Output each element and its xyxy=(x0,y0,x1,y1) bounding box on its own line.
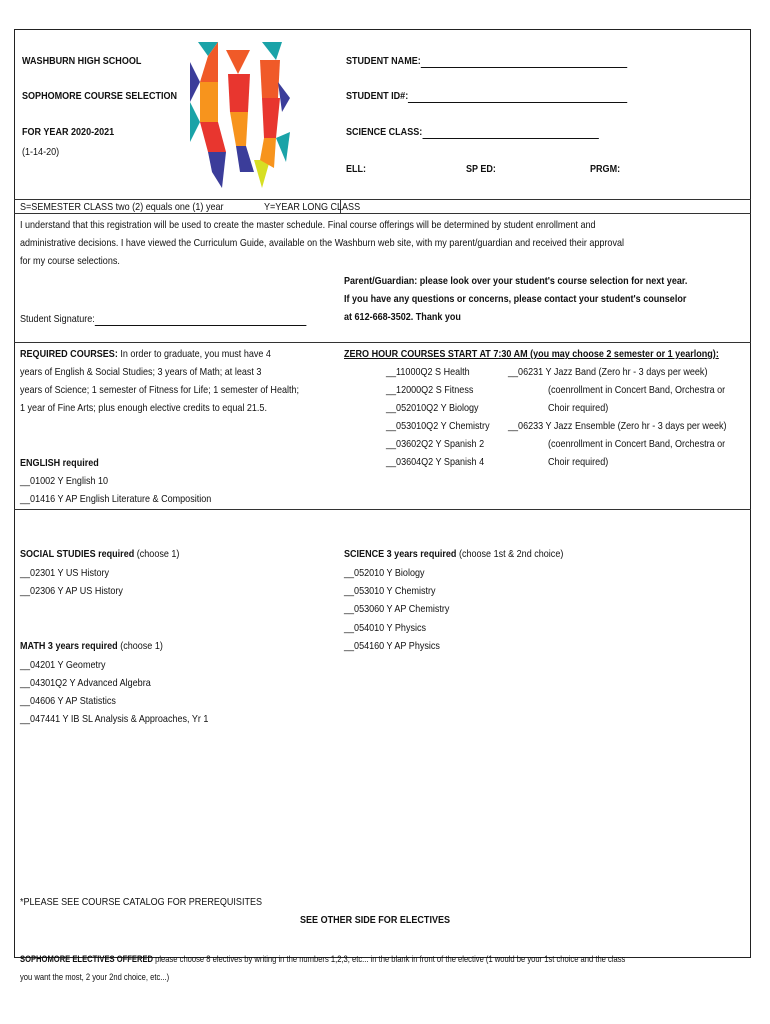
math-option[interactable]: __04606 Y AP Statistics xyxy=(20,695,116,707)
zero-hour-option[interactable]: __06233 Y Jazz Ensemble (Zero hr - 3 days per week) xyxy=(508,420,727,432)
student-signature-field[interactable]: Student Signature: xyxy=(20,313,306,326)
math-heading: MATH 3 years required (choose 1) xyxy=(20,640,163,652)
electives-instructions: SOPHOMORE ELECTIVES OFFERED please choose 8 electives by writing in the numbers 1,2,3, etc... in the blank in front of the elective (1 would be your 1st choice and the class xyxy=(20,954,626,965)
school-name: WASHBURN HIGH SCHOOL xyxy=(22,55,142,67)
zero-hour-option[interactable]: __11000Q2 S Health xyxy=(386,366,470,378)
ell-label: ELL: xyxy=(346,163,367,175)
statement-line: administrative decisions. I have viewed the Curriculum Guide, available on the Washburn web site, with my parent/guardian and received their approval xyxy=(20,237,624,249)
parent-note-line: If you have any questions or concerns, please contact your student's counselor xyxy=(344,293,687,305)
zero-hour-option[interactable]: __03602Q2 Y Spanish 2 xyxy=(386,438,485,450)
science-option[interactable]: __053060 Y AP Chemistry xyxy=(344,603,450,615)
divider xyxy=(14,199,751,200)
zero-hour-note: (coenrollment in Concert Band, Orchestra or xyxy=(548,438,726,450)
required-courses-line: REQUIRED COURSES: In order to graduate, you must have 4 xyxy=(20,348,271,360)
social-studies-option[interactable]: __02306 Y AP US History xyxy=(20,585,123,597)
zero-hour-option[interactable]: __03604Q2 Y Spanish 4 xyxy=(386,456,485,468)
divider xyxy=(14,342,751,343)
zero-hour-option[interactable]: __052010Q2 Y Biology xyxy=(386,402,479,414)
zero-hour-option[interactable]: __053010Q2 Y Chemistry xyxy=(386,420,490,432)
science-class-field[interactable]: SCIENCE CLASS: xyxy=(346,126,599,139)
parent-note-line: Parent/Guardian: please look over your student's course selection for next year. xyxy=(344,275,688,287)
other-side-note: SEE OTHER SIDE FOR ELECTIVES xyxy=(300,914,451,926)
zero-hour-note: (coenrollment in Concert Band, Orchestra or xyxy=(548,384,726,396)
social-studies-option[interactable]: __02301 Y US History xyxy=(20,567,110,579)
form-title: SOPHOMORE COURSE SELECTION xyxy=(22,90,178,102)
school-year: FOR YEAR 2020-2021 xyxy=(22,126,115,138)
statement-line: for my course selections. xyxy=(20,255,120,267)
yearlong-legend: Y=YEAR LONG CLASS xyxy=(264,201,361,213)
math-option[interactable]: __04201 Y Geometry xyxy=(20,659,106,671)
required-courses-line: 1 year of Fine Arts; plus enough elective credits to equal 21.5. xyxy=(20,402,267,414)
prerequisites-note: *PLEASE SEE COURSE CATALOG FOR PREREQUISITES xyxy=(20,896,263,908)
revision-date: (1-14-20) xyxy=(22,146,60,158)
sped-label: SP ED: xyxy=(466,163,496,175)
social-studies-heading: SOCIAL STUDIES required (choose 1) xyxy=(20,548,180,560)
required-courses-line: years of English & Social Studies; 3 years of Math; at least 3 xyxy=(20,366,262,378)
statement-line: I understand that this registration will be used to create the master schedule. Final course offerings will be determined by student enrollment and xyxy=(20,219,596,231)
divider xyxy=(14,509,751,510)
student-name-field[interactable]: STUDENT NAME: xyxy=(346,55,627,68)
math-option[interactable]: __04301Q2 Y Advanced Algebra xyxy=(20,677,151,689)
semester-legend: S=SEMESTER CLASS two (2) equals one (1) year xyxy=(20,201,224,213)
washburn-logo xyxy=(190,42,290,188)
math-option[interactable]: __047441 Y IB SL Analysis & Approaches, Yr 1 xyxy=(20,713,209,725)
zero-hour-heading: ZERO HOUR COURSES START AT 7:30 AM (you may choose 2 semester or 1 yearlong): xyxy=(344,348,719,360)
parent-note-line: at 612-668-3502. Thank you xyxy=(344,311,461,323)
science-option[interactable]: __054010 Y Physics xyxy=(344,622,427,634)
zero-hour-note: Choir required) xyxy=(548,402,609,414)
student-id-field[interactable]: STUDENT ID#: xyxy=(346,90,628,103)
required-courses-line: years of Science; 1 semester of Fitness for Life; 1 semester of Health; xyxy=(20,384,300,396)
science-option[interactable]: __053010 Y Chemistry xyxy=(344,585,436,597)
zero-hour-option[interactable]: __06231 Y Jazz Band (Zero hr - 3 days per week) xyxy=(508,366,708,378)
prgm-label: PRGM: xyxy=(590,163,621,175)
english-option[interactable]: __01416 Y AP English Literature & Composition xyxy=(20,493,212,505)
zero-hour-note: Choir required) xyxy=(548,456,609,468)
zero-hour-option[interactable]: __12000Q2 S Fitness xyxy=(386,384,474,396)
science-option[interactable]: __054160 Y AP Physics xyxy=(344,640,440,652)
science-heading: SCIENCE 3 years required (choose 1st & 2nd choice) xyxy=(344,548,564,560)
electives-instructions: you want the most, 2 your 2nd choice, etc...) xyxy=(20,972,170,983)
english-heading: ENGLISH required xyxy=(20,457,99,469)
science-option[interactable]: __052010 Y Biology xyxy=(344,567,425,579)
english-option[interactable]: __01002 Y English 10 xyxy=(20,475,109,487)
